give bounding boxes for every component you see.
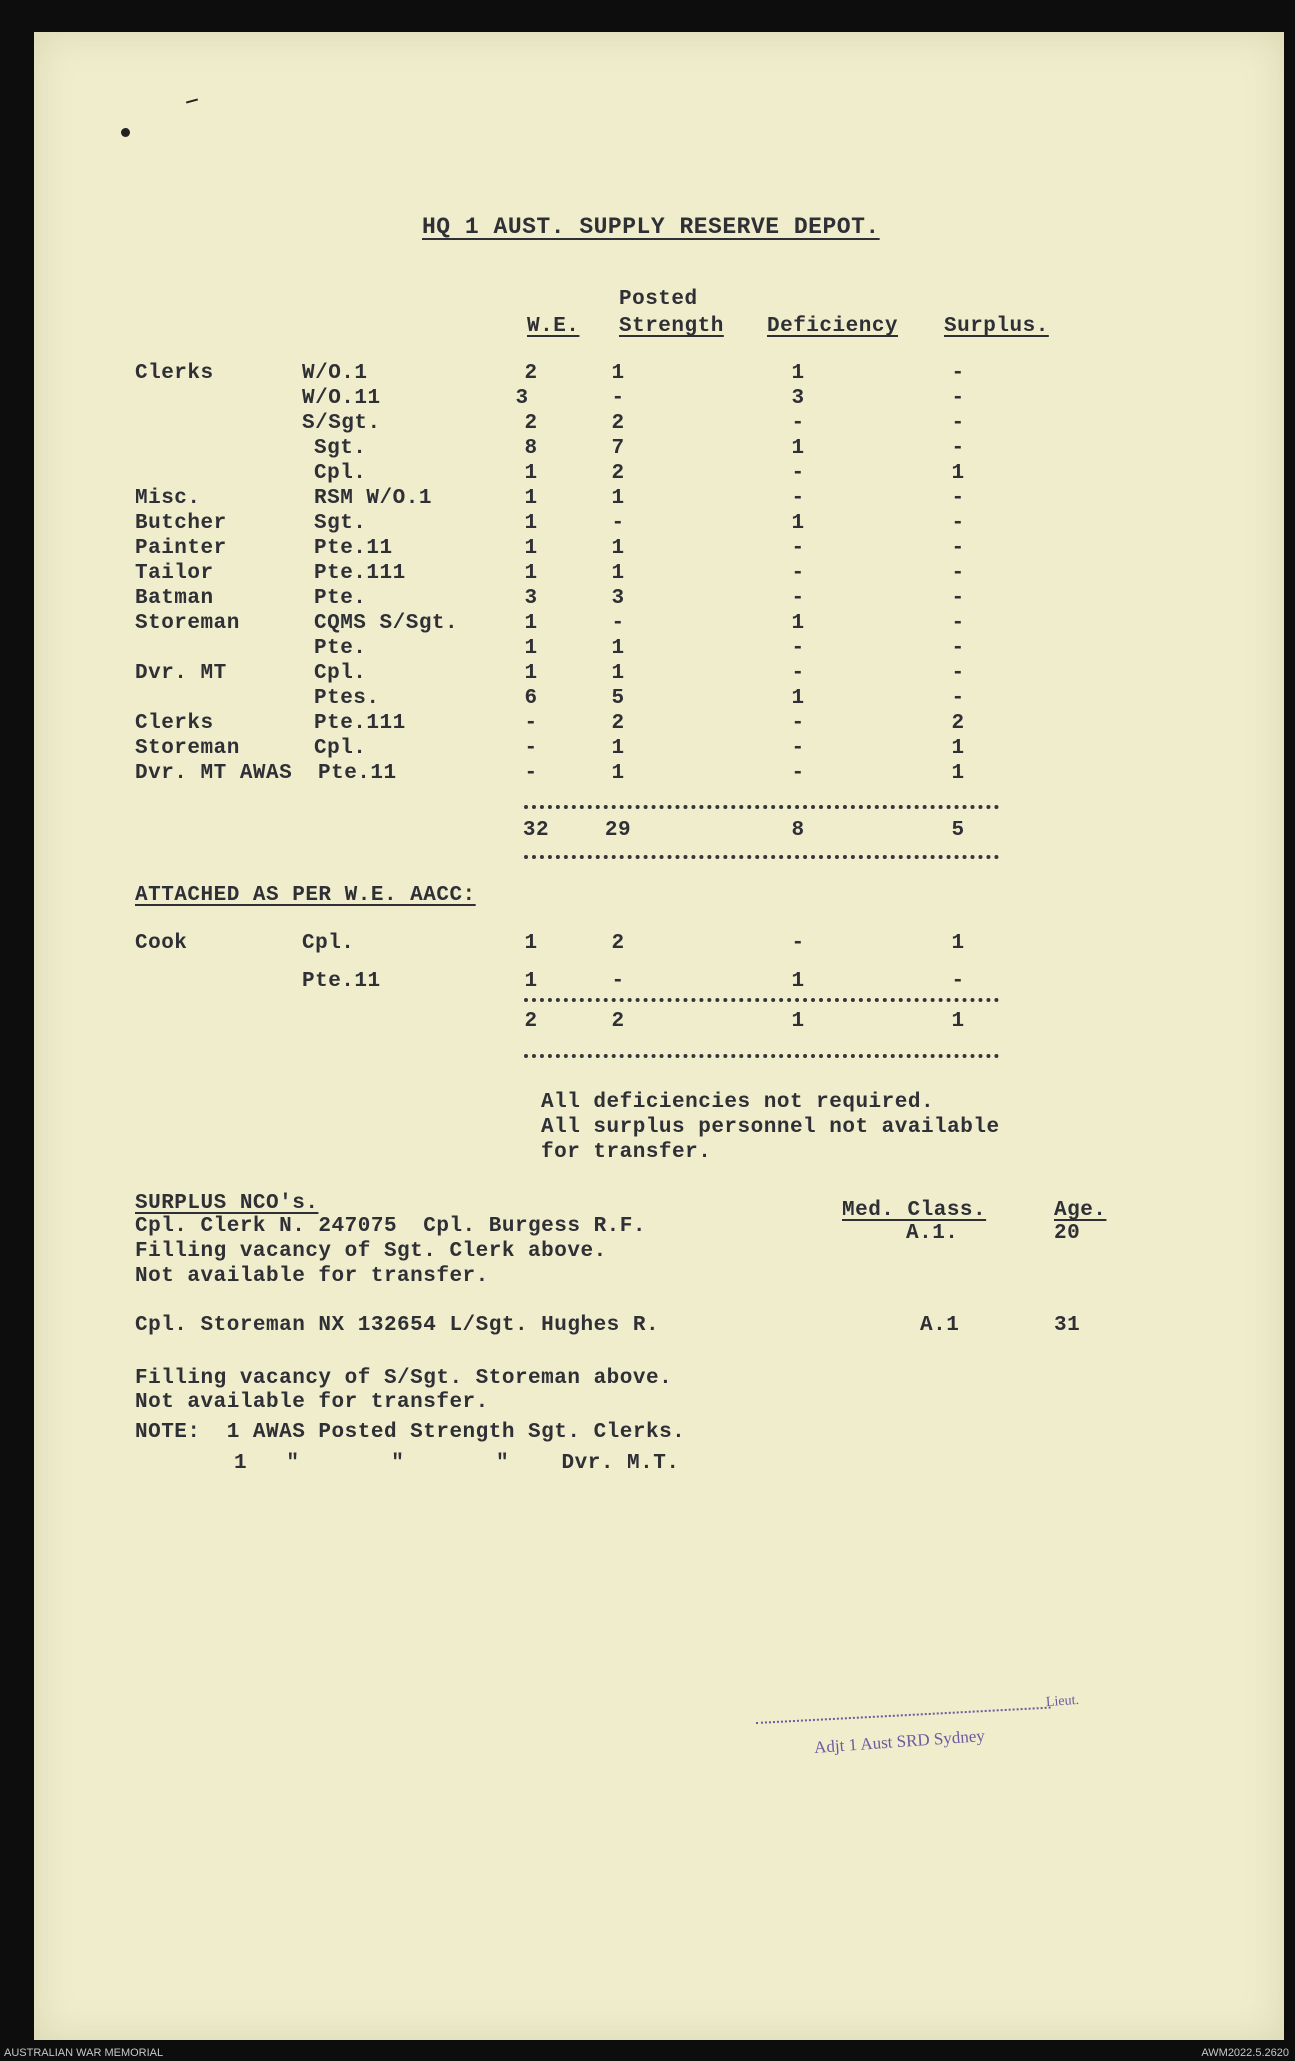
note-line: All deficiencies not required. (541, 1091, 935, 1114)
row-surplus: 1 (951, 932, 965, 955)
row-category: Clerks (135, 362, 214, 385)
row-deficiency: 1 (791, 970, 805, 993)
surplus-entry-2-detail: Not available for transfer. (135, 1391, 489, 1414)
surplus-entry-2-age: 31 (1054, 1314, 1081, 1337)
row-category: Cook (135, 932, 188, 955)
row-deficiency: - (791, 762, 805, 785)
row-posted: 1 (611, 362, 625, 385)
header-posted-top: Posted (619, 288, 698, 311)
row-rank: Pte. (314, 637, 367, 660)
row-posted: 2 (611, 932, 625, 955)
total-posted: 29 (604, 819, 632, 842)
row-deficiency: - (791, 737, 805, 760)
row-rank: Pte.111 (314, 562, 406, 585)
row-surplus: - (951, 662, 965, 685)
row-deficiency: - (791, 637, 805, 660)
attached-rule-bottom (524, 1054, 999, 1058)
med-class-header: Med. Class. (842, 1199, 987, 1222)
row-rank: CQMS S/Sgt. (314, 612, 459, 635)
document-title: HQ 1 AUST. SUPPLY RESERVE DEPOT. (422, 214, 880, 240)
row-rank: Ptes. (314, 687, 380, 710)
row-rank: RSM W/O.1 (314, 487, 432, 510)
row-we: 3 (524, 587, 538, 610)
rank-stamp: Lieut. (1045, 1692, 1080, 1711)
surplus-entry-1-age: 20 (1054, 1222, 1081, 1245)
attached-total-posted: 2 (611, 1010, 625, 1033)
row-category: Butcher (135, 512, 227, 535)
row-surplus: - (951, 970, 965, 993)
row-surplus: - (951, 487, 965, 510)
row-we: 8 (524, 437, 538, 460)
row-surplus: 1 (951, 737, 965, 760)
header-we: W.E. (527, 315, 580, 338)
row-deficiency: - (791, 412, 805, 435)
row-posted: 1 (611, 662, 625, 685)
row-rank: Sgt. (314, 437, 367, 460)
row-posted: 3 (611, 587, 625, 610)
row-rank: Pte.11 (302, 970, 381, 993)
row-surplus: - (951, 387, 965, 410)
row-deficiency: - (791, 932, 805, 955)
row-deficiency: - (791, 537, 805, 560)
row-surplus: - (951, 587, 965, 610)
row-category: Batman (135, 587, 214, 610)
row-surplus: - (951, 437, 965, 460)
row-deficiency: 1 (791, 612, 805, 635)
ink-mark (186, 98, 198, 103)
row-we: 2 (524, 412, 538, 435)
signature-dotted-line (756, 1707, 1051, 1724)
row-category: Tailor (135, 562, 214, 585)
row-posted: 1 (611, 537, 625, 560)
attached-rule-top (524, 998, 999, 1002)
row-posted: 2 (611, 712, 625, 735)
row-we: 1 (524, 537, 538, 560)
row-we: 1 (524, 512, 538, 535)
row-deficiency: 1 (791, 512, 805, 535)
row-category: Storeman (135, 612, 240, 635)
ink-mark (121, 128, 130, 137)
row-surplus: 1 (951, 762, 965, 785)
row-posted: 2 (611, 412, 625, 435)
row-deficiency: 3 (791, 387, 805, 410)
row-category: Misc. (135, 487, 201, 510)
row-category: Dvr. MT (135, 662, 227, 685)
header-surplus: Surplus. (944, 315, 1049, 338)
row-rank: Pte.11 (318, 762, 397, 785)
row-category: Painter (135, 537, 227, 560)
row-deficiency: - (791, 462, 805, 485)
row-posted: - (611, 512, 625, 535)
row-rank: W/O.1 (302, 362, 368, 385)
row-surplus: - (951, 562, 965, 585)
attached-total-we: 2 (524, 1010, 538, 1033)
row-we: 6 (524, 687, 538, 710)
surplus-entry-1-detail: Filling vacancy of Sgt. Clerk above. (135, 1240, 607, 1263)
row-rank: S/Sgt. (302, 412, 381, 435)
surplus-entry-2-med: A.1 (920, 1314, 960, 1337)
row-we: 1 (524, 932, 538, 955)
row-surplus: - (951, 537, 965, 560)
totals-rule-top (524, 805, 999, 809)
row-category: Clerks (135, 712, 214, 735)
row-posted: 1 (611, 487, 625, 510)
row-we: 2 (524, 362, 538, 385)
attached-total-surplus: 1 (951, 1010, 965, 1033)
row-posted: 5 (611, 687, 625, 710)
row-posted: - (611, 970, 625, 993)
row-deficiency: - (791, 712, 805, 735)
row-deficiency: - (791, 587, 805, 610)
age-header: Age. (1054, 1199, 1107, 1222)
row-deficiency: 1 (791, 437, 805, 460)
row-deficiency: - (791, 487, 805, 510)
row-rank: Pte. (314, 587, 367, 610)
row-surplus: - (951, 412, 965, 435)
row-we: 1 (524, 612, 538, 635)
row-posted: - (611, 387, 625, 410)
row-rank: Cpl. (302, 932, 355, 955)
row-category: Storeman (135, 737, 240, 760)
row-posted: 2 (611, 462, 625, 485)
row-we: 1 (524, 970, 538, 993)
total-deficiency: 8 (791, 819, 805, 842)
surplus-entry-2-detail: Filling vacancy of S/Sgt. Storeman above. (135, 1367, 673, 1390)
surplus-heading: SURPLUS NCO's. (135, 1192, 319, 1215)
footer-source: AUSTRALIAN WAR MEMORIAL (4, 2047, 164, 2059)
row-surplus: - (951, 637, 965, 660)
row-posted: 1 (611, 637, 625, 660)
surplus-entry-1-med: A.1. (906, 1222, 959, 1245)
row-we: 1 (524, 462, 538, 485)
total-surplus: 5 (951, 819, 965, 842)
row-we: 1 (524, 487, 538, 510)
surplus-entry-1: Cpl. Clerk N. 247075 Cpl. Burgess R.F. (135, 1215, 646, 1238)
row-deficiency: 1 (791, 362, 805, 385)
row-posted: 7 (611, 437, 625, 460)
footer-ref: AWM2022.5.2620 (1201, 2047, 1289, 2059)
row-posted: - (611, 612, 625, 635)
row-rank: Pte.111 (314, 712, 406, 735)
row-deficiency: - (791, 662, 805, 685)
row-we: 1 (524, 637, 538, 660)
row-surplus: 1 (951, 462, 965, 485)
row-we: - (524, 762, 538, 785)
row-surplus: - (951, 362, 965, 385)
row-deficiency: 1 (791, 687, 805, 710)
adjutant-stamp: Adjt 1 Aust SRD Sydney (813, 1726, 986, 1757)
row-rank: Cpl. (314, 737, 367, 760)
row-rank: Cpl. (314, 662, 367, 685)
total-we: 32 (522, 819, 550, 842)
surplus-entry-1-detail: Not available for transfer. (135, 1265, 489, 1288)
row-posted: 1 (611, 737, 625, 760)
header-posted-bottom: Strength (619, 315, 724, 338)
row-surplus: - (951, 512, 965, 535)
note-awas: NOTE: 1 AWAS Posted Strength Sgt. Clerks. (135, 1421, 686, 1444)
attached-heading: ATTACHED AS PER W.E. AACC: (135, 884, 476, 907)
row-we: 1 (524, 662, 538, 685)
note-line: for transfer. (541, 1141, 712, 1164)
note-line: All surplus personnel not available (541, 1116, 1000, 1139)
row-rank: Pte.11 (314, 537, 393, 560)
row-rank: Cpl. (314, 462, 367, 485)
row-posted: 1 (611, 562, 625, 585)
row-we: - (524, 737, 538, 760)
surplus-entry-2: Cpl. Storeman NX 132654 L/Sgt. Hughes R. (135, 1314, 660, 1337)
note-awas-ditto: 1 " " " Dvr. M.T. (234, 1452, 680, 1475)
row-category: Dvr. MT AWAS (135, 762, 293, 785)
row-we: - (524, 712, 538, 735)
row-we: 3 (515, 387, 529, 410)
row-surplus: - (951, 612, 965, 635)
row-rank: W/O.11 (302, 387, 381, 410)
row-we: 1 (524, 562, 538, 585)
row-posted: 1 (611, 762, 625, 785)
row-surplus: - (951, 687, 965, 710)
attached-total-deficiency: 1 (791, 1010, 805, 1033)
header-deficiency: Deficiency (767, 315, 899, 338)
row-surplus: 2 (951, 712, 965, 735)
totals-rule-bottom (524, 855, 999, 859)
document-page (34, 32, 1284, 2040)
row-rank: Sgt. (314, 512, 367, 535)
row-deficiency: - (791, 562, 805, 585)
